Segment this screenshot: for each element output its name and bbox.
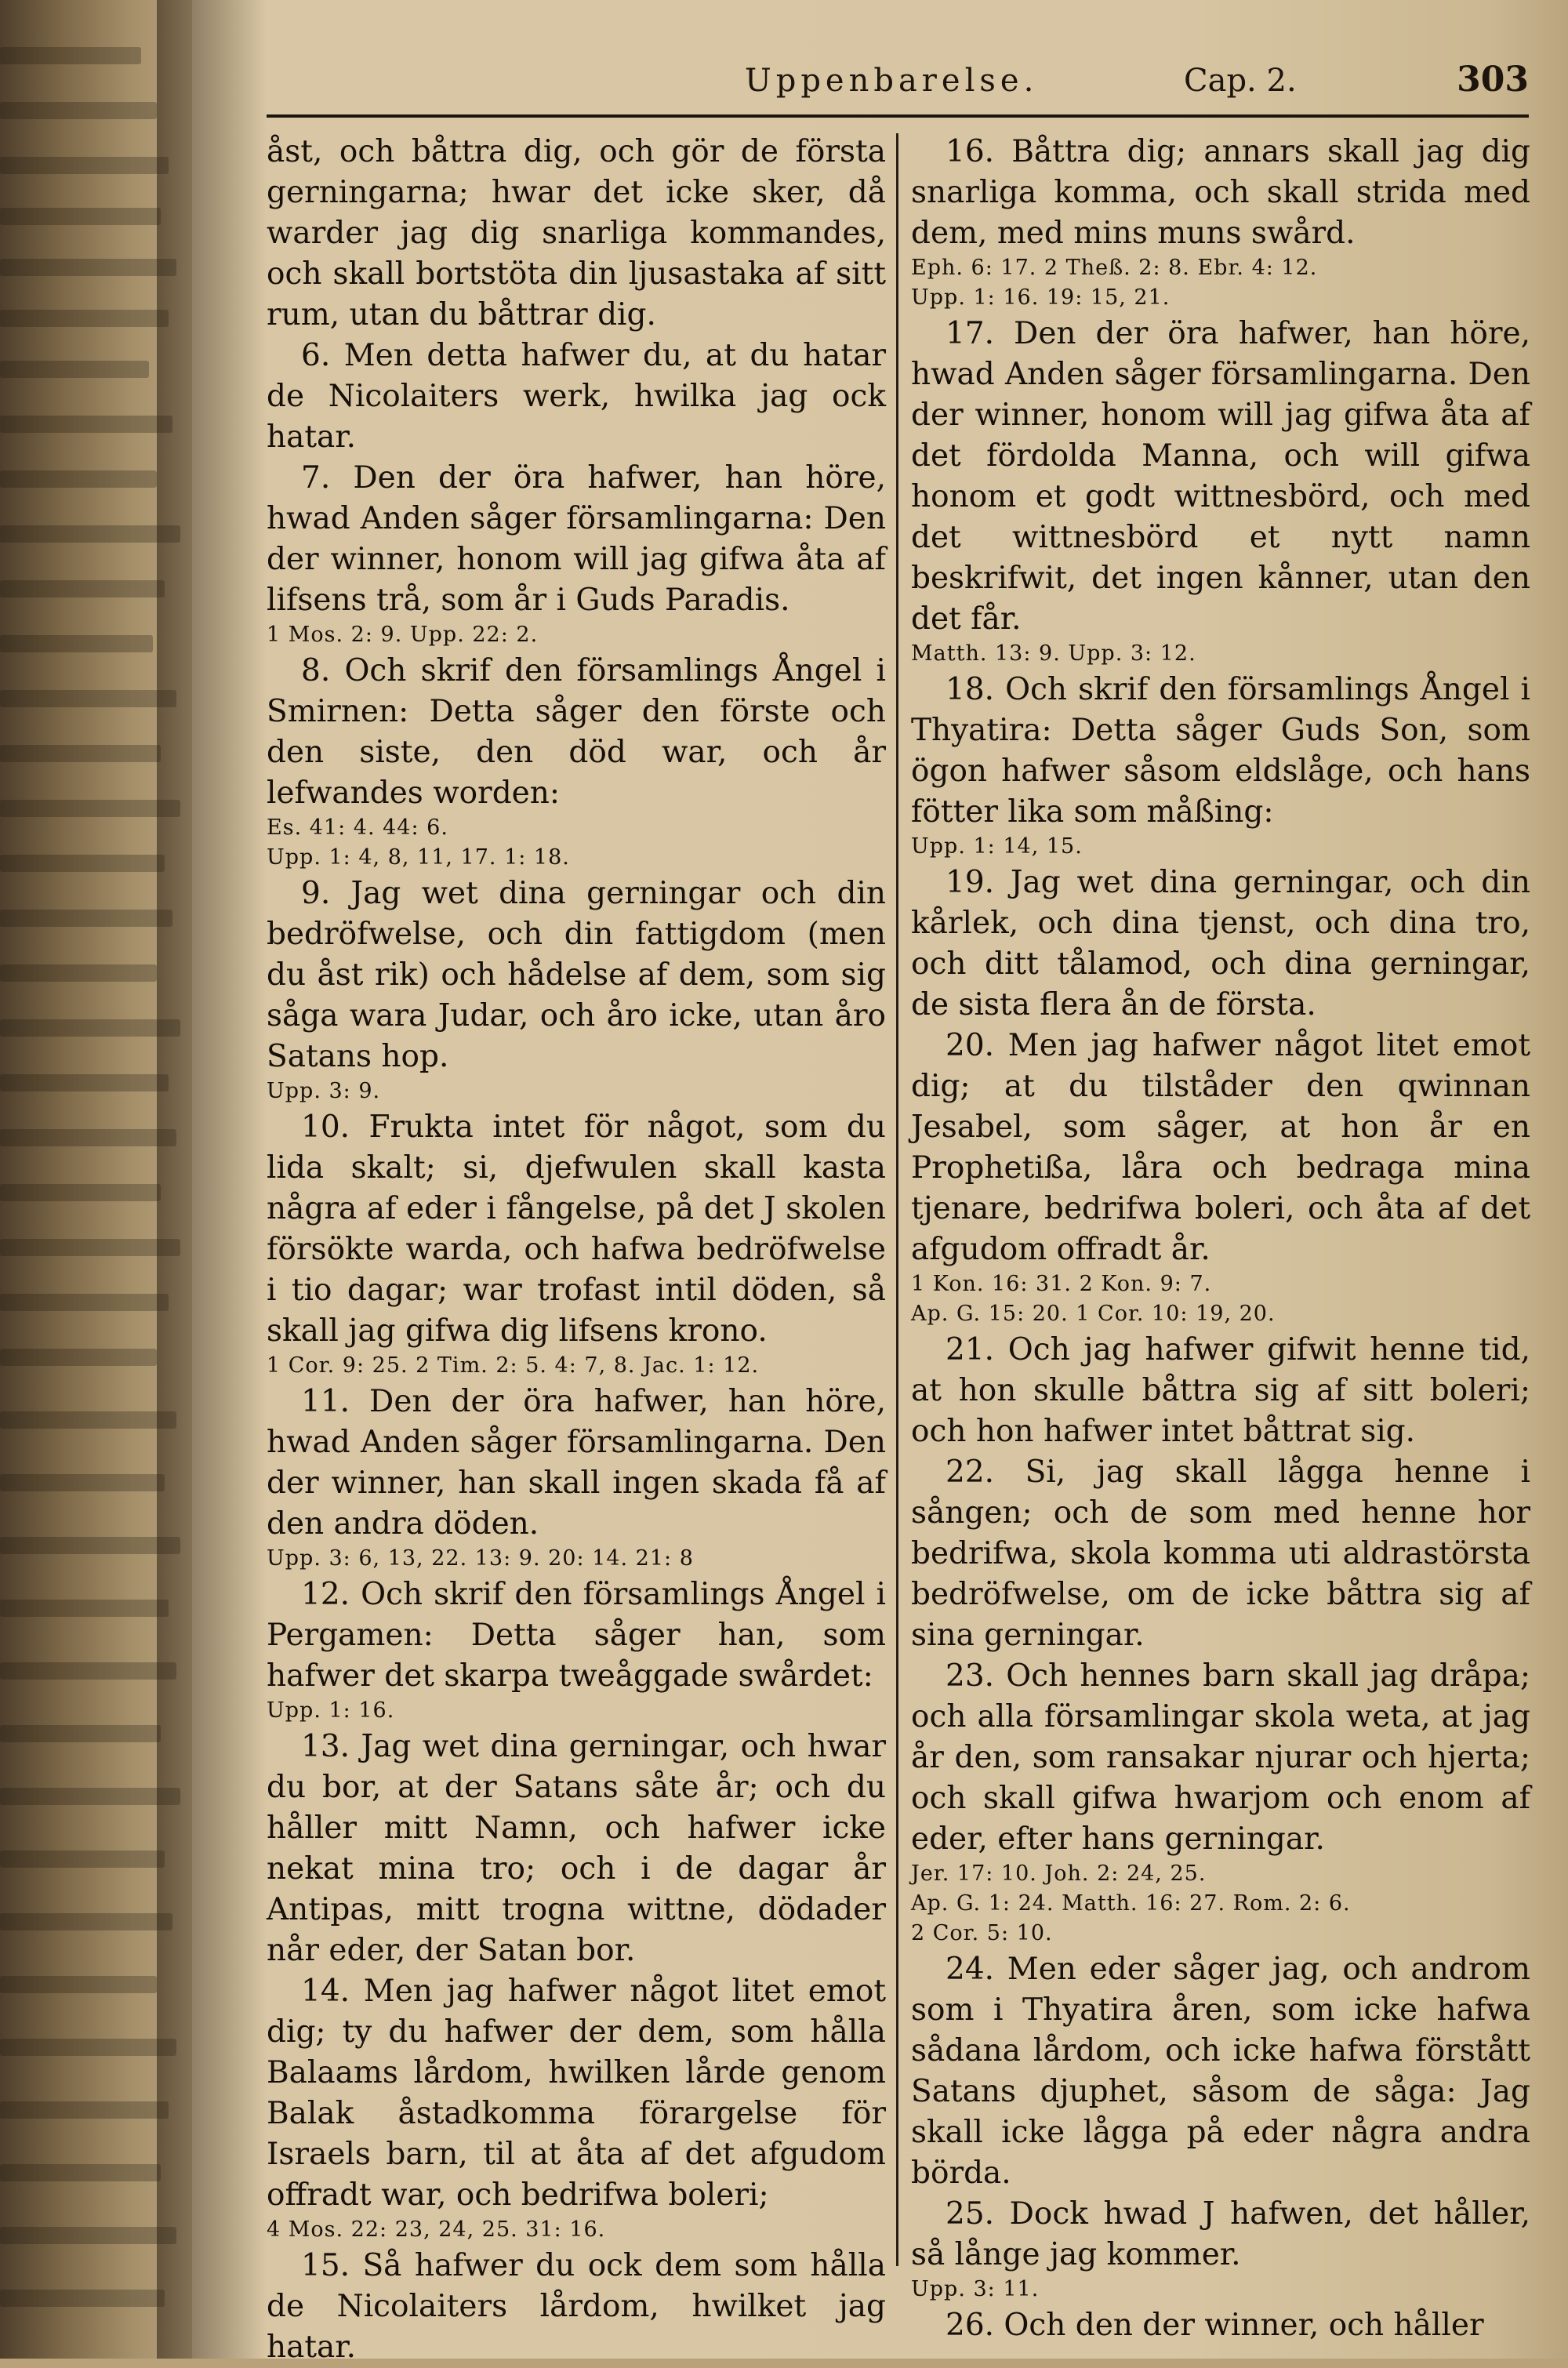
verse-paragraph: 22. Si, jag skall lågga henne i sången; och de som med henne hor bedrifwa, skola komma uti aldrastörsta bedröfwelse, om de icke båttra sig af sina gerningar.	[911, 1455, 1530, 1653]
cross-reference: Es. 41: 4. 44: 6.	[267, 815, 448, 840]
cross-reference: 4 Mos. 22: 23, 24, 25. 31: 16.	[267, 2217, 606, 2242]
verse-paragraph: 7. Den der öra hafwer, han höre, hwad Anden såger församlingarna: Den der winner, honom will jag gifwa åta af lifsens trå, som år i Guds Paradis.	[267, 460, 886, 618]
column-divider	[896, 133, 898, 2266]
verse-paragraph: 15. Så hafwer du ock dem som hålla de Nicolaiters lårdom, hwilket jag hatar.	[267, 2248, 886, 2365]
header-rule	[267, 114, 1529, 118]
cross-reference: Matth. 13: 9. Upp. 3: 12.	[911, 641, 1196, 666]
verse-paragraph: 12. Och skrif den församlings Ångel i Pergamen: Detta såger han, som hafwer det skarpa tweåggade swårdet:	[267, 1577, 886, 1694]
page-number: 303	[1457, 60, 1529, 100]
verse-paragraph: 18. Och skrif den församlings Ångel i Thyatira: Detta såger Guds Son, som ögon hafwer såsom eldslåge, och hans fötter lika som måßing:	[911, 672, 1530, 830]
verse-paragraph: 10. Frukta intet för något, som du lida skalt; si, djefwulen skall kasta några af eder i fångelse, på det J skolen försökte warda, och hafwa bedröfwelse i tio dagar; war trofast intil döden, så skall jag gifwa dig lifsens krono.	[267, 1110, 886, 1349]
cross-reference: Upp. 1: 16.	[267, 1698, 395, 1723]
cross-reference: Upp. 1: 16. 19: 15, 21.	[911, 285, 1171, 310]
cross-reference: Ap. G. 1: 24. Matth. 16: 27. Rom. 2: 6.	[911, 1891, 1351, 1916]
verse-paragraph: 25. Dock hwad J hafwen, det håller, så långe jag kommer.	[911, 2196, 1530, 2272]
cross-reference: Upp. 1: 4, 8, 11, 17. 1: 18.	[267, 845, 570, 870]
verse-paragraph: 6. Men detta hafwer du, at du hatar de Nicolaiters werk, hwilka jag ock hatar.	[267, 338, 886, 455]
verse-paragraph: 11. Den der öra hafwer, han höre, hwad Anden såger församlingarna. Den der winner, han skall ingen skada få af den andra döden.	[267, 1384, 886, 1542]
verse-paragraph: 26. Och den der winner, och håller	[946, 2308, 1484, 2343]
verse-paragraph: 8. Och skrif den församlings Ångel i Smirnen: Detta såger den förste och den siste, den död war, och år lefwandes worden:	[267, 653, 886, 811]
cross-reference: Eph. 6: 17. 2 Theß. 2: 8. Ebr. 4: 12.	[911, 256, 1318, 280]
verse-paragraph: 19. Jag wet dina gerningar, och din kårlek, och dina tjenst, och dina tro, och ditt tålamod, och dina gerningar, de sista flera ån de första.	[911, 865, 1530, 1022]
right-column	[911, 132, 1530, 2346]
cross-reference: 1 Cor. 9: 25. 2 Tim. 2: 5. 4: 7, 8. Jac. 1: 12.	[267, 1353, 760, 1378]
running-header	[267, 56, 1529, 111]
cross-reference: Upp. 3: 6, 13, 22. 13: 9. 20: 14. 21: 8	[267, 1546, 694, 1571]
verse-paragraph: 14. Men jag hafwer något litet emot dig; ty du hafwer der dem, som hålla Balaams lårdom, hwilken lårde genom Balak åstadkomma förargelse för Israels barn, til at åta af det afgudom offradt war, och bedrifwa boleri;	[267, 1974, 886, 2213]
cross-reference: Upp. 3: 11.	[911, 2277, 1040, 2301]
verse-paragraph: 21. Och jag hafwer gifwit henne tid, at hon skulle båttra sig af sitt boleri; och hon hafwer intet båttrat sig.	[911, 1332, 1530, 1449]
book-title: Uppenbarelse.	[745, 63, 1039, 99]
verse-paragraph: 24. Men eder såger jag, och androm som i Thyatira åren, som icke hafwa sådana lårdom, och icke hafwa förstått Satans djuphet, såsom de såga: Jag skall icke lågga på eder några andra börda.	[911, 1952, 1530, 2191]
cross-reference: 2 Cor. 5: 10.	[911, 1921, 1053, 1945]
left-column	[267, 132, 886, 2368]
cross-reference: 1 Kon. 16: 31. 2 Kon. 9: 7.	[911, 1272, 1212, 1296]
cross-reference: Upp. 1: 14, 15.	[911, 834, 1083, 859]
cross-reference: Jer. 17: 10. Joh. 2: 24, 25.	[911, 1861, 1207, 1886]
gutter-shadow	[157, 0, 267, 2359]
cross-reference: Upp. 3: 9.	[267, 1079, 381, 1103]
verse-paragraph: 23. Och hennes barn skall jag dråpa; och alla församlingar skola weta, at jag år den, som ransakar njurar och hjerta; och skall gifwa hwarjom och enom af eder, efter hans gerningar.	[911, 1658, 1530, 1857]
verse-continuation: åst, och båttra dig, och gör de första gerningarna; hwar det icke sker, då warder jag dig snarliga kommandes, och skall bortstöta din ljusastaka af sitt rum, utan du båttrar dig.	[267, 134, 886, 332]
verse-paragraph: 20. Men jag hafwer något litet emot dig; at du tilståder den qwinnan Jesabel, som såger, at hon år en Prophetißa, låra och bedraga mina tjenare, bedrifwa boleri, och åta af det afgudom offradt år.	[911, 1028, 1530, 1267]
cross-reference: 1 Mos. 2: 9. Upp. 22: 2.	[267, 623, 539, 647]
verse-paragraph: 13. Jag wet dina gerningar, och hwar du bor, at der Satans såte år; och du håller mitt Namn, och hafwer icke nekat mina tro; och i de dagar år Antipas, mitt trogna wittne, dödader når eder, der Satan bor.	[267, 1729, 886, 1968]
verse-paragraph: 16. Båttra dig; annars skall jag dig snarliga komma, och skall strida med dem, med mins muns swård.	[911, 134, 1530, 251]
verse-paragraph: 9. Jag wet dina gerningar och din bedröfwelse, och din fattigdom (men du åst rik) och hådelse af dem, som sig såga wara Judar, och åro icke, utan åro Satans hop.	[267, 876, 886, 1074]
verse-paragraph: 17. Den der öra hafwer, han höre, hwad Anden såger församlingarna. Den der winner, honom will jag gifwa åta af det fördolda Manna, och will gifwa honom et godt wittnesbörd, och med det wittnesbörd et nytt namn beskrifwit, det ingen kånner, utan den det får.	[911, 316, 1530, 637]
chapter-label: Cap. 2.	[1184, 63, 1297, 99]
cross-reference: Ap. G. 15: 20. 1 Cor. 10: 19, 20.	[911, 1302, 1276, 1326]
